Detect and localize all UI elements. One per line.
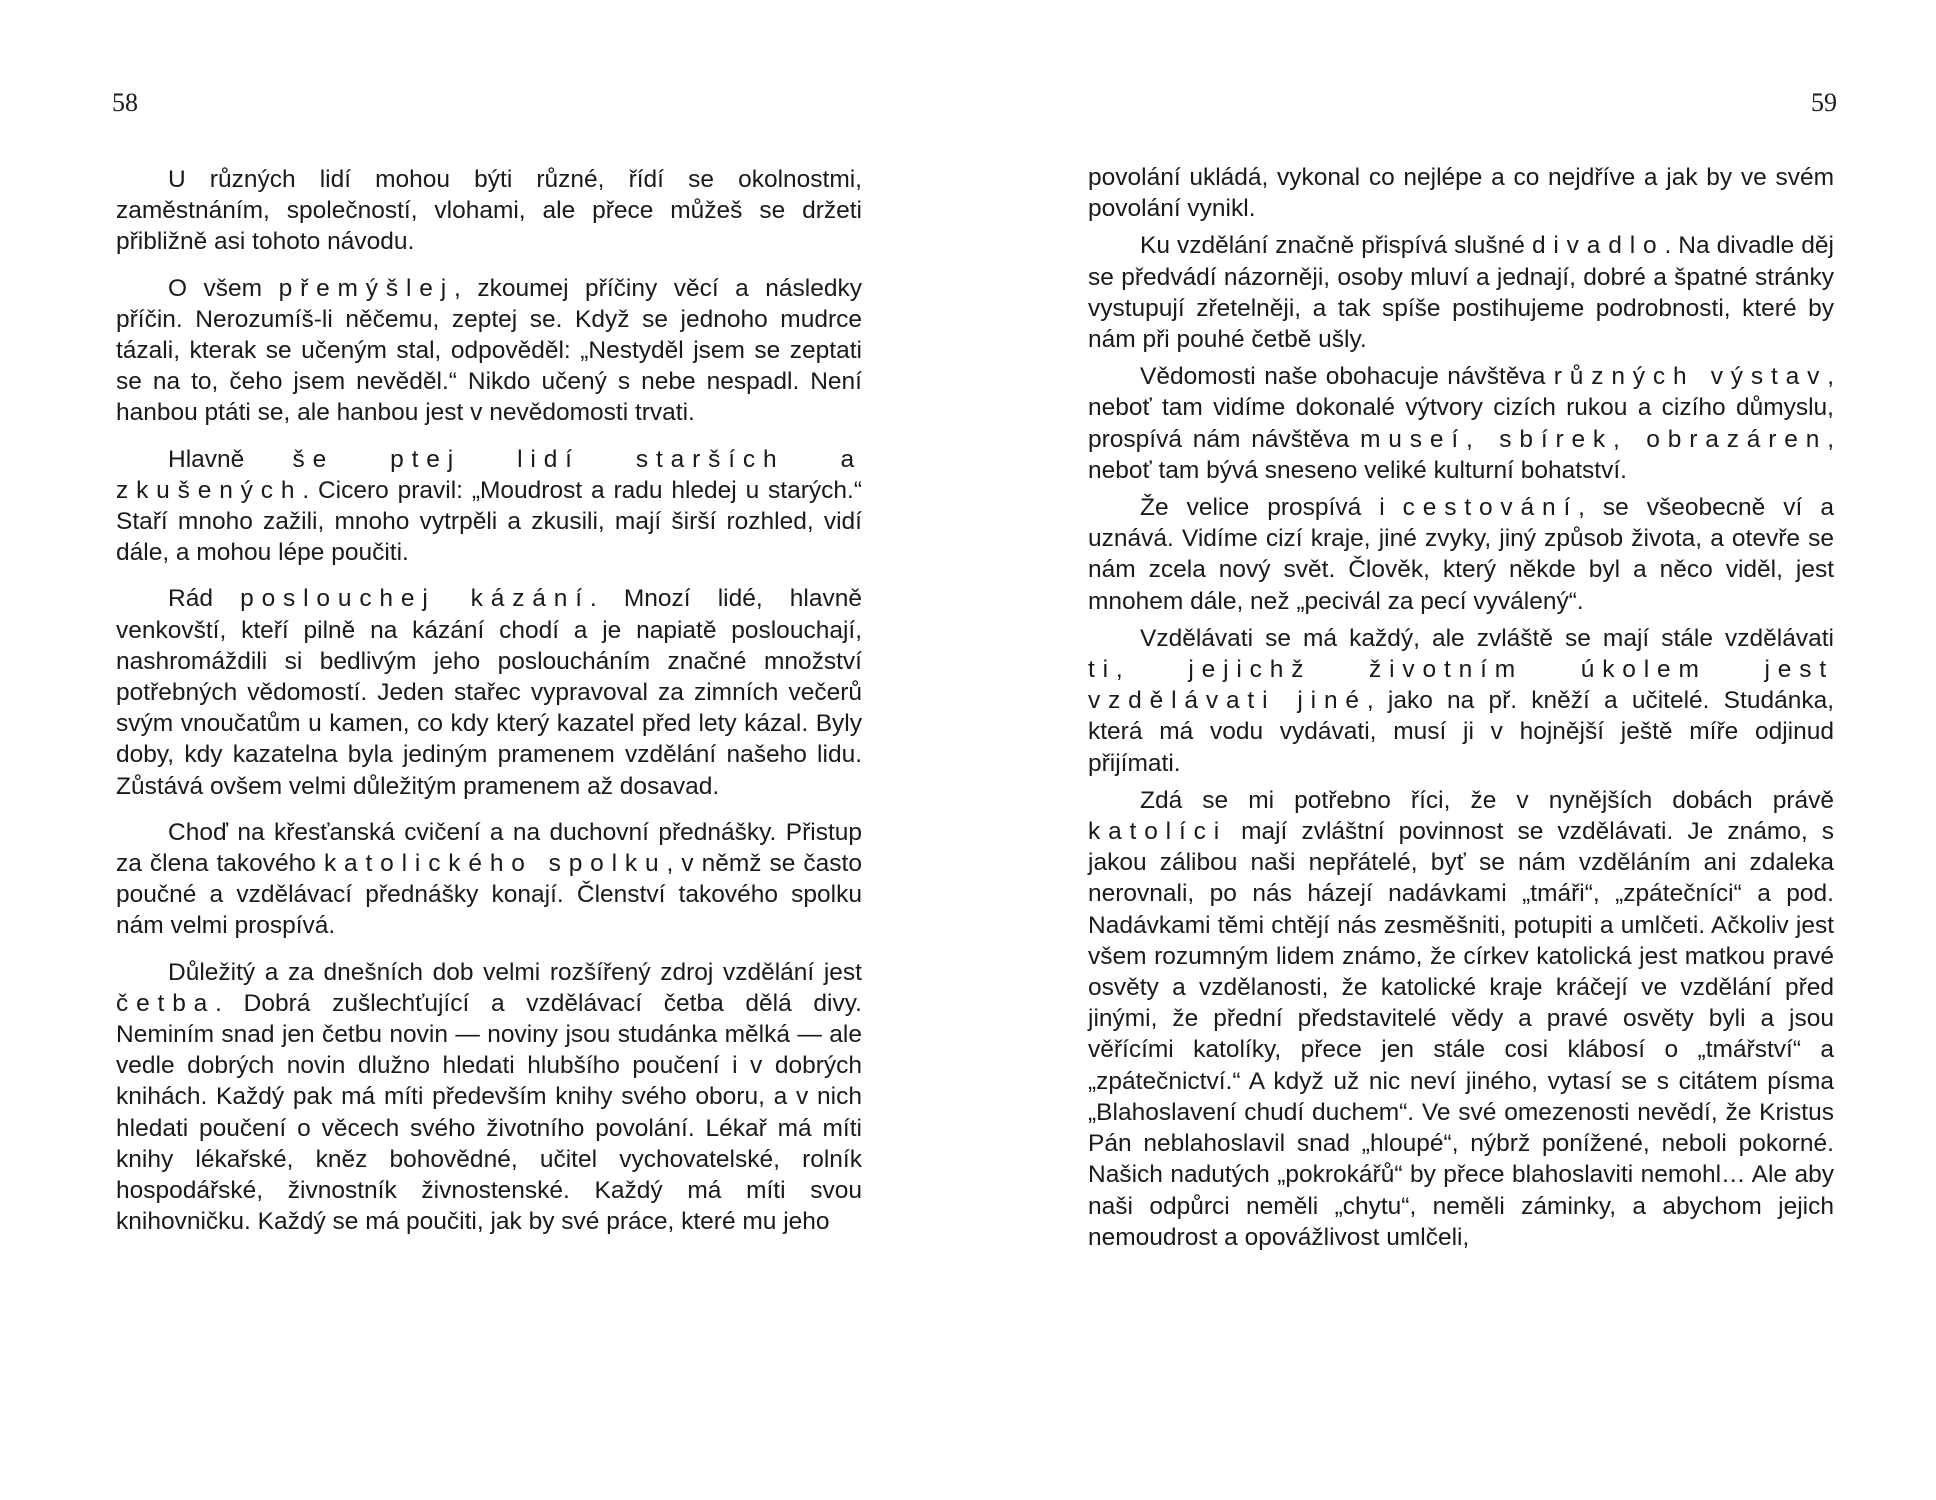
paragraph: [116, 957, 862, 1238]
emphasized-text: četba: [116, 989, 216, 1017]
emphasized-text: cestování: [1402, 494, 1579, 522]
paragraph-text: Důležitý a za dnešních dob velmi rozšířený zdroj vzdělání jest: [168, 958, 862, 986]
paragraph-text: mají zvláštní povinnost se vzdělávati. Je známo, s jakou zálibou naši nepřátelé, byť se nám vzděláním ani zdaleka nerovnali, po nás házejí nadávkami „tmáři“, „zpátečníci“ a pod. Nadávkami těmi chtějí nás zesměšniti, potupiti a umlčeti. Ačkoliv jest všem rozumným lidem známo, že církev katolická jest matkou pravé osvěty a vzdělanosti, že katolické kraje kráčejí ve vzdělání před jinými, že přední představitelé vědy a pravé osvěty byli a jsou věřícími katolíky, přece jen stále cosi klábosí o „tmářství“ a „zpátečnictví.“ A když už nic neví jiného, vytasí se s citátem písma „Blahoslavení chudí duchem“. Ve své omezenosti nevědí, že Kristus Pán neblahoslavil snad „hloupé“, nýbrž ponížené, neboli pokorné. Našich nadutých „pokrokářů“ by přece blahoslaviti nemohl… Ale aby naši odpůrci neměli „chytu“, neměli záminky, a abychom jejich nemoudrost a opovážlivost umlčeli,: [1088, 818, 1834, 1251]
right-page-number: 59: [1811, 88, 1837, 117]
emphasized-text: ti, jejichž životním úkolem jest vzdělávati jiné: [1088, 656, 1834, 715]
paragraph-text: , neboť tam bývá sneseno veliké kulturní bohatství.: [1088, 425, 1834, 484]
paragraph: [116, 583, 862, 801]
paragraph-text: , v němž se často poučné a vzdělávací přednášky konají. Členství takového spolku nám velmi prospívá.: [116, 850, 862, 940]
paragraph-text: , jako na př. kněží a učitelé. Studánka, která má vodu vydávati, musí ji v hojnější ještě míře odjinud přijímati.: [1088, 687, 1834, 777]
paragraph-text: . Cicero pravil: „Moudrost a radu hledej u starých.“ Staří mnoho zažili, mnoho vytrpěli a zkusili, mají širší rozhled, vidí dále, a mohou lépe poučiti.: [116, 476, 862, 567]
paragraph: [116, 444, 862, 569]
paragraph: [1088, 785, 1834, 1253]
paragraph-text: . Dobrá zušlechťující a vzdělávací četba dělá divy. Neminím snad jen četbu novin — noviny jsou studánka mělká — ale vedle dobrých novin dlužno hledati hlubšího poučení i v dobrých knihách. Každý pak má míti především knihy svého oboru, a v nich hledati poučení o věcech svého životního povolání. Lékař má míti knihy lékařské, kněz bohovědné, učitel vychovatelské, rolník hospodářské, živnostník živnostenské. Každý má míti svou knihovničku. Každý se má poučiti, jak by své práce, které mu jeho: [116, 989, 862, 1236]
paragraph: [1088, 361, 1834, 486]
left-page-number: 58: [112, 88, 138, 117]
paragraph-text: Ku vzdělání značně přispívá slušné: [1140, 232, 1532, 260]
emphasized-text: přemýšlej: [278, 274, 455, 302]
paragraph-text: O všem: [168, 274, 279, 302]
paragraph-text: . Mnozí lidé, hlavně venkovští, kteří pilně na kázání chodí a je napiatě poslouchají, nashromáždili si bedlivým jeho posloucháním značné množství potřebných vědomostí. Jeden stařec vypravoval za zimních večerů svým vnoučatům u kamen, co kdy který kazatel před lety kázal. Byly doby, kdy kazatelna byla jediným pramenem vzdělání našeho lidu. Zůstává ovšem velmi důležitým pramenem až dosavad.: [116, 585, 862, 800]
paragraph: [116, 273, 862, 429]
emphasized-text: divadlo: [1531, 232, 1665, 260]
right-page-text: [1088, 162, 1834, 1259]
emphasized-text: katolíci: [1088, 818, 1227, 846]
paragraph-text: , se všeobecně ví a uznává. Vidíme cizí kraje, jiné zvyky, jiný způsob života, a otevře se nám zcela nový svět. Člověk, který někde byl a něco viděl, jest mnohem dále, než „pecivál za pecí vyválený“.: [1088, 494, 1834, 615]
paragraph-text: . Na divadle děj se předvádí názorněji, osoby mluví a jednají, dobré a špatné stránky vystupují zřetelněji, a tak spíše postihujeme podrobnosti, které by nám při pouhé četbě ušly.: [1088, 232, 1834, 354]
paragraph-text: Zdá se mi potřebno říci, že v nynějších dobách právě: [1140, 786, 1834, 814]
paragraph-text: U různých lidí mohou býti různé, řídí se okolnostmi, zaměstnáním, společností, vlohami, ale přece můžeš se držeti přibližně asi tohoto návodu.: [116, 166, 862, 256]
emphasized-text: katolického spolku: [323, 850, 667, 878]
paragraph-text: Že velice prospívá i: [1140, 494, 1403, 522]
paragraph-text: Rád: [168, 585, 241, 613]
left-page-text: [116, 164, 862, 1253]
paragraph: [1088, 162, 1834, 224]
paragraph-text: , zkoumej příčiny věcí a následky příčin. Nerozumíš-li něčemu, zeptej se. Když se jednoho mudrce tázali, kterak se učeným stal, odpověděl: „Nestyděl jsem se zeptati se na to, čeho jsem nevěděl.“ Nikdo učený s nebe nespadl. Není hanbou ptáti se, ale hanbou jest v nevědomosti trvati.: [116, 274, 862, 427]
paragraph: [1088, 623, 1834, 779]
paragraph: [116, 164, 862, 258]
emphasized-text: různých výstav: [1553, 363, 1828, 391]
right-page: [968, 0, 1936, 1500]
paragraph-text: Choď na křesťanská cvičení a na duchovní přednášky. Přistup za člena takového: [116, 818, 862, 878]
paragraph: [1088, 230, 1834, 355]
emphasized-text: museí, sbírek, obrazáren: [1360, 425, 1828, 453]
paragraph-text: Hlavně: [168, 445, 293, 473]
paragraph-text: Vědomosti naše obohacuje návštěva: [1140, 363, 1554, 391]
paragraph-text: Vzdělávati se má každý, ale zvláště se mají stále vzdělávati: [1140, 624, 1834, 652]
emphasized-text: posloucheј kázání: [240, 585, 590, 613]
emphasized-text: še ptej lidí starších a zkušených: [116, 445, 862, 504]
paragraph-text: , neboť tam vidíme dokonalé výtvory cizích rukou a cizího důmyslu, prospívá nám návštěva: [1088, 363, 1834, 453]
paragraph: [116, 817, 862, 942]
paragraph: [1088, 492, 1834, 617]
paragraph-text: povolání ukládá, vykonal co nejlépe a co nejdříve a jak by ve svém povolání vynikl.: [1088, 164, 1834, 223]
